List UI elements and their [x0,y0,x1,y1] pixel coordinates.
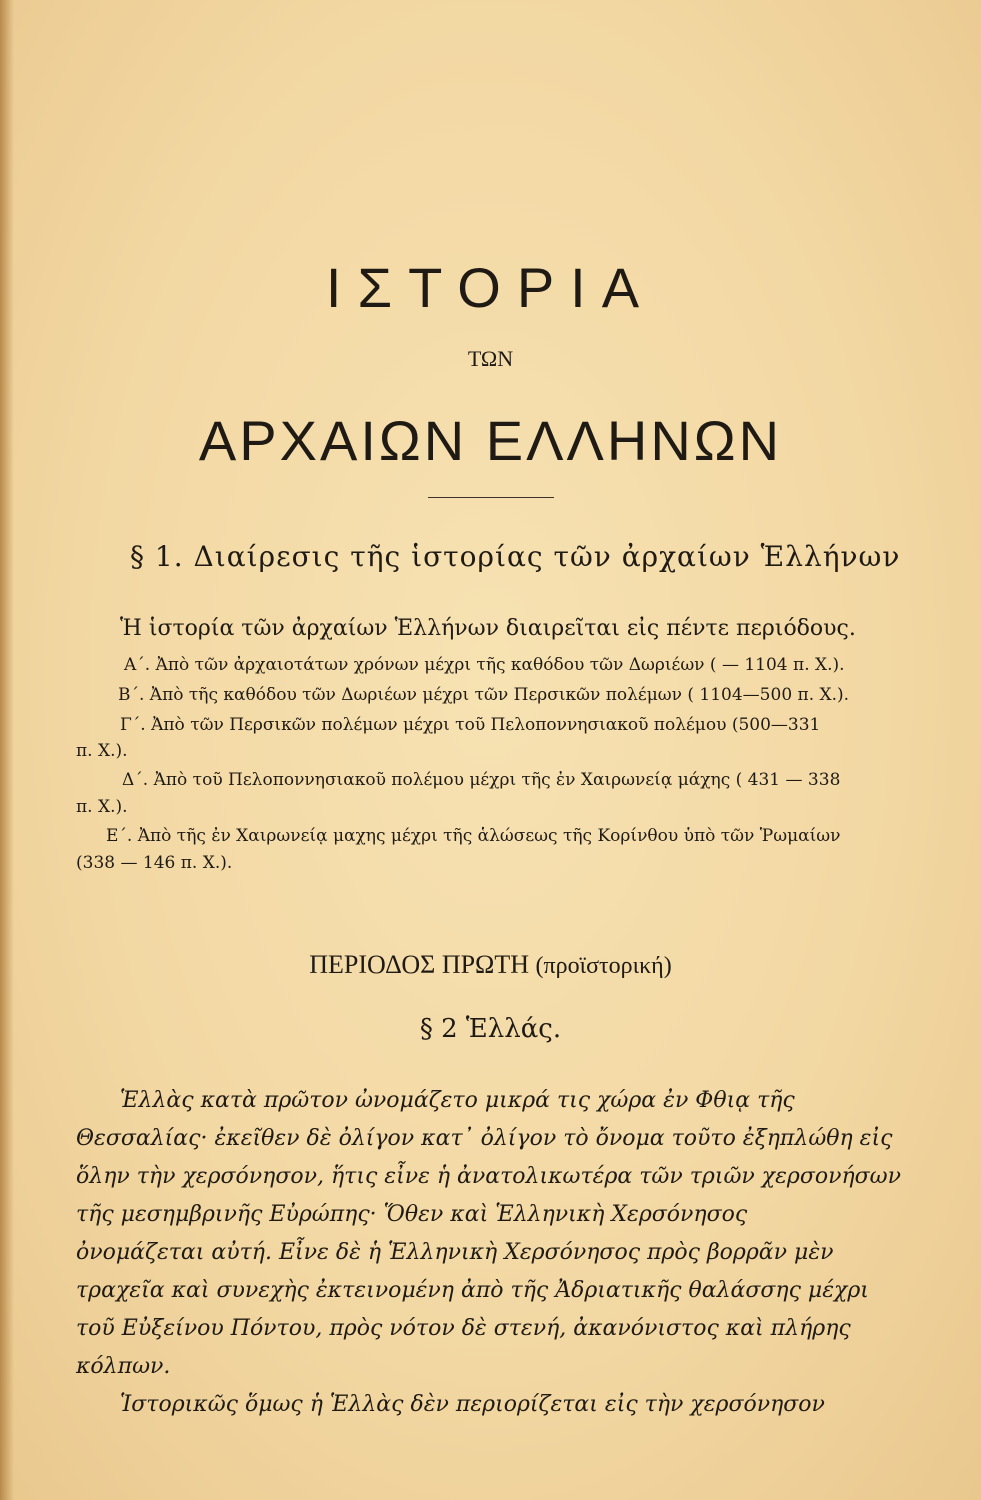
section-1-heading: § 1. Διαίρεσις τῆς ἱστορίας τῶν ἀρχαίων Ἑλλήνων [130,540,901,573]
paragraph-line: τοῦ Εὐξείνου Πόντου, πρὸς νότον δὲ στενή, ἀκανόνιστος καὶ πλήρης [76,1316,851,1341]
period-line: π. Χ.). [76,741,128,761]
period-line: π. Χ.). [76,797,128,817]
period-heading [0,950,981,980]
title-connector: ΤΩΝ [467,346,514,371]
paragraph-line: Θεσσαλίας· ἐκεῖθεν δὲ ὀλίγον κατ᾽ ὀλίγον τὸ ὄνομα τοῦτο ἐξηπλώθη εἰς [76,1126,893,1151]
section-1-intro: Ἡ ἱστορία τῶν ἀρχαίων Ἑλλήνων διαιρεῖται εἰς πέντε περιόδους. [120,616,856,641]
paragraph-line: τραχεῖα καὶ συνεχὴς ἐκτεινομένη ἀπὸ τῆς Ἀδριατικῆς θαλάσσης μέχρι [76,1278,869,1303]
paragraph-line: Ἱστορικῶς ὅμως ἡ Ἑλλὰς δὲν περιορίζεται εἰς τὴν χερσόνησον [120,1392,825,1417]
period-line: Α΄. Ἀπὸ τῶν ἀρχαιοτάτων χρόνων μέχρι τῆς καθόδου τῶν Δωριέων ( — 1104 π. Χ.). [124,655,845,675]
period-line: Δ΄. Ἀπὸ τοῦ Πελοποννησιακοῦ πολέμου μέχρι τῆς ἐν Χαιρωνείᾳ μάχης ( 431 — 338 [122,770,841,790]
period-line: Ε΄. Ἀπὸ τῆς ἐν Χαιρωνείᾳ μαχης μέχρι τῆς ἁλώσεως τῆς Κορίνθου ὑπὸ τῶν Ῥωμαίων [106,826,841,846]
period-title: ΠΕΡΙΟΔΟΣ ΠΡΩΤΗ [309,950,530,979]
paragraph-line: κόλπων. [76,1354,171,1379]
book-subtitle: ΑΡΧΑΙΩΝ ΕΛΛΗΝΩΝ [198,409,783,472]
paragraph-line: τῆς μεσημβρινῆς Εὐρώπης· Ὅθεν καὶ Ἑλληνικὴ Χερσόνησος [76,1202,748,1227]
section-2-heading: § 2 Ἑλλάς. [419,1014,562,1044]
period-subtitle: (προϊστορική) [535,953,672,979]
title-divider [428,497,554,498]
paragraph-line: ὅλην τὴν χερσόνησον, ἥτις εἶνε ἡ ἀνατολικωτέρα τῶν τριῶν χερσονήσων [76,1164,901,1189]
period-line: Γ΄. Ἀπὸ τῶν Περσικῶν πολέμων μέχρι τοῦ Πελοποννησιακοῦ πολέμου (500—331 [120,715,821,735]
period-line: (338 — 146 π. Χ.). [76,853,233,873]
paragraph-line: Ἑλλὰς κατὰ πρῶτον ὠνομάζετο μικρά τις χώρα ἐν Φθιᾳ τῆς [120,1088,795,1113]
book-title: ΙΣΤΟΡΙΑ [325,256,656,319]
paragraph-line: ὀνομάζεται αὐτή. Εἶνε δὲ ἡ Ἑλληνικὴ Χερσόνησος πρὸς βορρᾶν μὲν [76,1240,834,1265]
page-edge-shadow [0,0,14,1500]
period-line: Β΄. Ἀπὸ τῆς καθόδου τῶν Δωριέων μέχρι τῶν Περσικῶν πολέμων ( 1104—500 π. Χ.). [118,685,850,705]
